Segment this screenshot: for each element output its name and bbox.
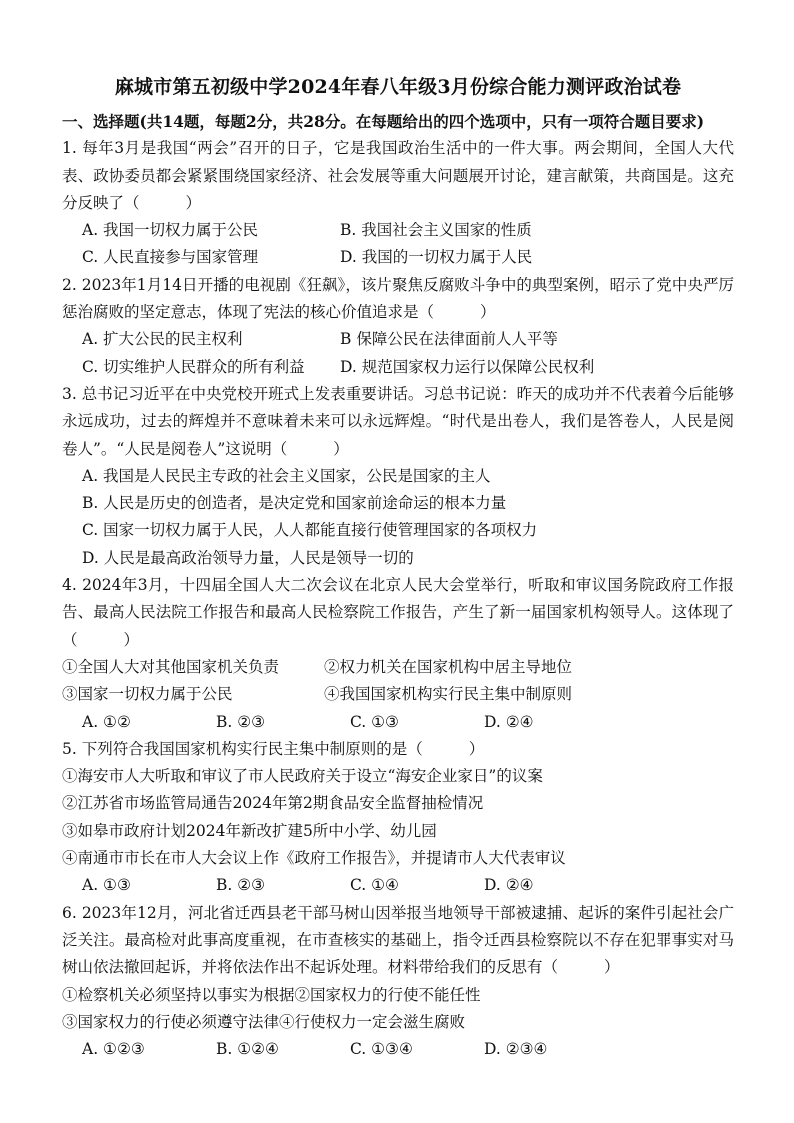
question-2-option-c[interactable]: C. 切实维护人民群众的所有利益 (82, 357, 305, 376)
question-6-options (62, 1036, 734, 1063)
question-2-option-b[interactable]: B 保障公民在法律面前人人平等 (340, 330, 558, 349)
page-title: 麻城市第五初级中学2024年春八年级3月份综合能力测评政治试卷 (114, 76, 682, 98)
question-5-option-c[interactable]: C. ①④ (350, 876, 399, 895)
question-2-stem: 2. 2023年1月14日开播的电视剧《狂飙》，该片聚焦反腐败斗争中的典型案例，昭示了党中央严厉惩治腐败的坚定意志，体现了宪法的核心价值追求是（ ） (62, 275, 734, 322)
question-4-statement-4: ④我国国家机构实行民主集中制原则 (324, 685, 573, 704)
question-1-option-b[interactable]: B. 我国社会主义国家的性质 (340, 221, 532, 240)
question-4-statement-2: ②权力机关在国家机构中居主导地位 (324, 657, 573, 676)
question-4-options (62, 709, 734, 736)
question-3-option-b[interactable]: B. 人民是历史的创造者，是决定党和国家前途命运的根本力量 (82, 494, 507, 513)
question-1-option-a[interactable]: A. 我国一切权力属于公民 (82, 221, 259, 240)
question-6-option-d[interactable]: D. ②③④ (484, 1040, 548, 1059)
question-6-statements-1-2: ①检察机关必须坚持以事实为根据②国家权力的行使不能任性 (62, 985, 481, 1004)
question-6-option-a[interactable]: A. ①②③ (82, 1040, 145, 1059)
question-4-statements-row-1 (62, 654, 734, 681)
question-4-option-c[interactable]: C. ①③ (350, 712, 399, 731)
question-3-option-d[interactable]: D. 人民是最高政治领导力量，人民是领导一切的 (82, 548, 414, 567)
question-6-option-c[interactable]: C. ①③④ (350, 1040, 413, 1059)
question-1-option-d[interactable]: D. 我国的一切权力属于人民 (340, 248, 533, 267)
section-heading: 一、选择题(共14题，每题2分，共28分。在每题给出的四个选项中，只有一项符合题目要求) (62, 112, 705, 131)
question-3-stem: 3. 总书记习近平在中央党校开班式上发表重要讲话。习总书记说：昨天的成功并不代表着今后能够永远成功，过去的辉煌并不意味着未来可以永远辉煌。“时代是出卷人，我们是答卷人，人民是阅卷人”。“人民是阅卷人”这说明（ ） (62, 384, 735, 458)
question-1-option-c[interactable]: C. 人民直接参与国家管理 (82, 248, 259, 267)
question-5-statement-2: ②江苏省市场监管局通告2024年第2期食品安全监督抽检情况 (62, 794, 484, 813)
question-5-statement-4: ④南通市市长在市人大会议上作《政府工作报告》，并提请市人大代表审议 (62, 849, 566, 868)
question-3-option-a[interactable]: A. 我国是人民民主专政的社会主义国家，公民是国家的主人 (82, 466, 491, 485)
question-4-statements-row-2 (62, 681, 734, 708)
question-1-stem: 1. 每年3月是我国“两会”召开的日子，它是我国政治生活中的一件大事。两会期间，全国人大代表、政协委员都会紧紧围绕国家经济、社会发展等重大问题展开讨论，建言献策，共商国是。这充分反映了（ ） (62, 139, 734, 212)
question-1-options-row-1 (62, 217, 734, 244)
question-2-options-row-2 (62, 354, 734, 381)
question-5-stem: 5. 下列符合我国国家机构实行民主集中制原则的是（ ） (62, 739, 485, 758)
question-5-option-d[interactable]: D. ②④ (484, 876, 534, 895)
question-5-option-a[interactable]: A. ①③ (82, 876, 131, 895)
question-4-stem: 4. 2024年3月，十四届全国人大二次会议在北京人民大会堂举行，听取和审议国务院政府工作报告、最高人民法院工作报告和最高人民检察院工作报告，产生了新一届国家机构领导人。这体现了（ ） (62, 576, 734, 649)
question-6-option-b[interactable]: B. ①②④ (216, 1040, 279, 1059)
question-4-option-b[interactable]: B. ②③ (216, 712, 266, 731)
question-4-option-d[interactable]: D. ②④ (484, 712, 534, 731)
question-4-option-a[interactable]: A. ①② (82, 712, 131, 731)
question-4-statement-1: ①全国人大对其他国家机关负责 (62, 657, 280, 676)
question-5-options (62, 872, 734, 899)
question-5-statement-3: ③如皋市政府计划2024年新改扩建5所中小学、幼儿园 (62, 821, 437, 840)
question-4-statement-3: ③国家一切权力属于公民 (62, 685, 233, 704)
question-2-option-a[interactable]: A. 扩大公民的民主权利 (82, 330, 243, 349)
question-6-statements-3-4: ③国家权力的行使必须遵守法律④行使权力一定会滋生腐败 (62, 1012, 466, 1031)
question-1-options-row-2 (62, 244, 734, 271)
question-2-option-d[interactable]: D. 规范国家权力运行以保障公民权利 (340, 357, 595, 376)
question-2-options-row-1 (62, 326, 734, 353)
question-5-statement-1: ①海安市人大听取和审议了市人民政府关于设立“海安企业家日”的议案 (62, 767, 543, 786)
question-3-option-c[interactable]: C. 国家一切权力属于人民，人人都能直接行使管理国家的各项权力 (82, 521, 538, 540)
question-5-option-b[interactable]: B. ②③ (216, 876, 266, 895)
question-6-stem: 6. 2023年12月，河北省迁西县老干部马树山因举报当地领导干部被逮捕、起诉的案件引起社会广泛关注。最高检对此事高度重视，在市查核实的基础上，指令迁西县检察院以不存在犯罪事实对马树山依法撤回起诉，并将依法作出不起诉处理。材料带给我们的反思有（ ） (62, 903, 734, 977)
